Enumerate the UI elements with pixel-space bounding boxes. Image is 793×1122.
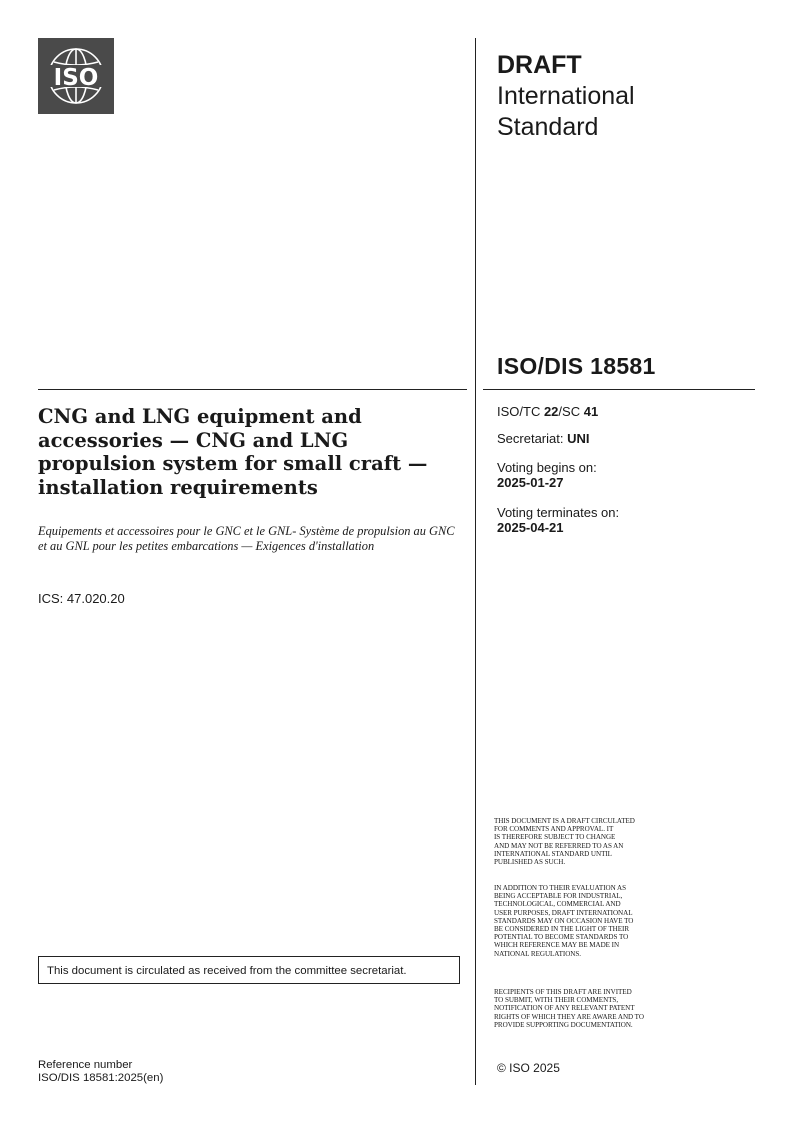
disclaimer-paragraph-1: THIS DOCUMENT IS A DRAFT CIRCULATED FOR COMMENTS AND APPROVAL. IT IS THEREFORE SUBJECT TO CHANGE AND MAY NOT BE REFERRED TO AS AN INTERNATIONAL STANDARD UNTIL PUBLISHED AS SUCH. (494, 817, 635, 867)
voting-terminates-date: 2025-04-21 (497, 520, 564, 535)
voting-terminates-label: Voting terminates on: (497, 505, 620, 520)
right-horizontal-rule (483, 389, 755, 390)
voting-begins-date: 2025-01-27 (497, 475, 564, 490)
reference-label: Reference number (38, 1059, 133, 1071)
document-subtitle-french: Equipements et accessoires pour le GNC et le GNL- Système de propulsion au GNC et au GNL pour les petites embarcations — Exigences d'installation (38, 524, 455, 553)
voting-terminates (497, 505, 619, 535)
vertical-divider (475, 38, 476, 1085)
standard-number: ISO/DIS 18581 (497, 353, 656, 379)
circulated-note-box: This document is circulated as received from the committee secretariat. (38, 956, 460, 984)
reference-number (38, 1059, 163, 1085)
left-horizontal-rule (38, 389, 467, 390)
secretariat-line: Secretariat: UNI (497, 431, 590, 446)
committee-line: ISO/TC 22/SC 41 (497, 404, 599, 419)
ics-code: ICS: 47.020.20 (38, 591, 125, 606)
sc-number: 41 (583, 404, 599, 419)
disclaimer-paragraph-2: IN ADDITION TO THEIR EVALUATION AS BEING ACCEPTABLE FOR INDUSTRIAL, TECHNOLOGICAL, COMMERCIAL AND USER PURPOSES, DRAFT INTERNATIONAL STANDARDS MAY ON OCCASION HAVE TO BE CONSIDERED IN THE LIGHT OF THEIR POTENTIAL TO BECOME STANDARDS TO WHICH REFERENCE MAY BE MADE IN NATIONAL REGULATIONS. (494, 884, 634, 958)
draft-standard: Standard (497, 113, 599, 141)
voting-begins-label: Voting begins on: (497, 460, 597, 475)
globe-icon (38, 38, 114, 114)
logo-text: ISO (53, 65, 99, 91)
reference-value: ISO/DIS 18581:2025(en) (38, 1072, 164, 1084)
tc-number: 22 (543, 404, 559, 419)
secretariat-value: UNI (567, 431, 590, 446)
disclaimer-paragraph-3: RECIPIENTS OF THIS DRAFT ARE INVITED TO SUBMIT, WITH THEIR COMMENTS, NOTIFICATION OF ANY RELEVANT PATENT RIGHTS OF WHICH THEY ARE AWARE AND TO PROVIDE SUPPORTING DOCUMENTATION. (494, 988, 644, 1029)
voting-begins (497, 460, 597, 490)
draft-label: DRAFT (497, 51, 582, 79)
copyright-notice: © ISO 2025 (497, 1061, 560, 1075)
iso-logo (38, 38, 114, 114)
draft-heading (497, 50, 757, 143)
document-title: CNG and LNG equipment and accessories — CNG and LNG propulsion system for small craft — installation requirements (38, 405, 428, 499)
draft-international: International (497, 82, 635, 110)
